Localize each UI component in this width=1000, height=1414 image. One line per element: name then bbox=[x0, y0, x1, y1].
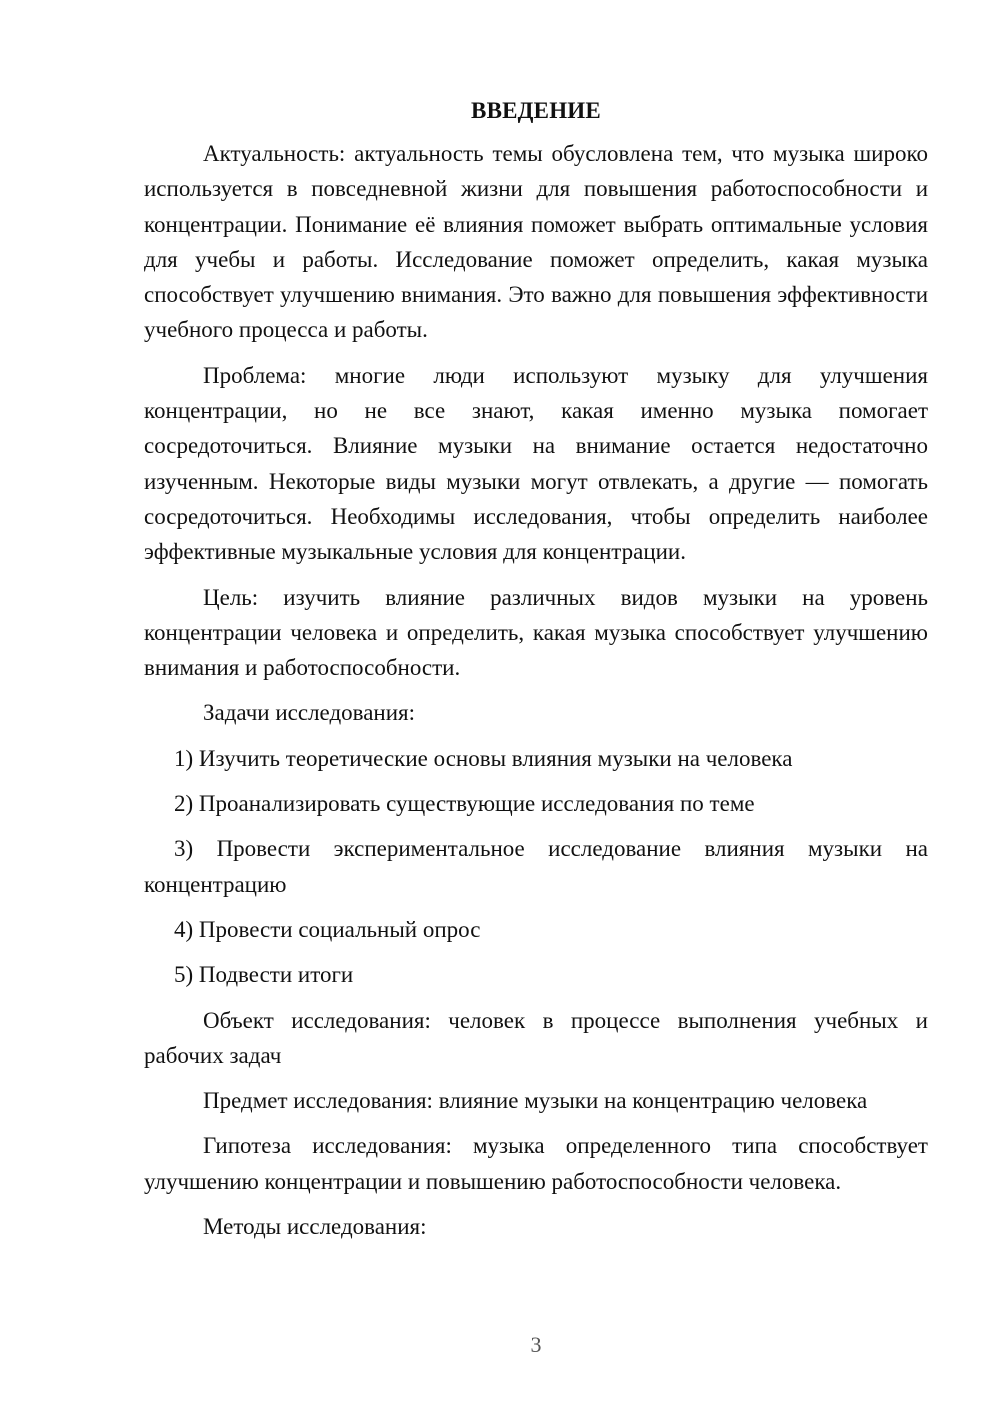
paragraph-object: Объект исследования: человек в процессе выполнения учебных и рабочих задач bbox=[144, 1007, 928, 1068]
task-item-3: 3) Провести экспериментальное исследование влияния музыки на концентрацию bbox=[144, 836, 928, 897]
paragraph-relevance: Актуальность: актуальность темы обусловлена тем, что музыка широко используется в повседневной жизни для повышения работоспособности и концентрации. Понимание её влияния поможет выбрать оптимальные условия для учебы и работы. Исследование поможет определить, какая музыка способствует улучшению внимания. Это важно для повышения эффективности учебного процесса и работы. bbox=[144, 141, 928, 343]
task-item-2: 2) Проанализировать существующие исследования по теме bbox=[174, 791, 755, 817]
paragraph-goal: Цель: изучить влияние различных видов музыки на уровень концентрации человека и определить, какая музыка способствует улучшению внимания и работоспособности. bbox=[144, 584, 928, 681]
section-title: ВВЕДЕНИЕ bbox=[471, 98, 601, 123]
paragraph-problem: Проблема: многие люди используют музыку для улучшения концентрации, но не все знают, какая именно музыка помогает сосредоточиться. Влияние музыки на внимание остается недостаточно изученным. Некоторые виды музыки могут отвлекать, а другие — помогать сосредоточиться. Необходимы исследования, чтобы определить наиболее эффективные музыкальные условия для концентрации. bbox=[144, 362, 928, 565]
paragraph-hypothesis: Гипотеза исследования: музыка определенного типа способствует улучшению концентрации и повышению работоспособности человека. bbox=[144, 1133, 928, 1194]
page-content bbox=[144, 96, 928, 1244]
task-item-1: 1) Изучить теоретические основы влияния музыки на человека bbox=[174, 745, 793, 771]
paragraph-subject: Предмет исследования: влияние музыки на концентрацию человека bbox=[203, 1088, 868, 1114]
paragraph-methods: Методы исследования: bbox=[203, 1214, 427, 1240]
task-item-4: 4) Провести социальный опрос bbox=[174, 916, 481, 942]
page-number: 3 bbox=[530, 1332, 542, 1357]
paragraph-tasks-heading: Задачи исследования: bbox=[203, 700, 416, 726]
task-item-5: 5) Подвести итоги bbox=[174, 962, 354, 988]
